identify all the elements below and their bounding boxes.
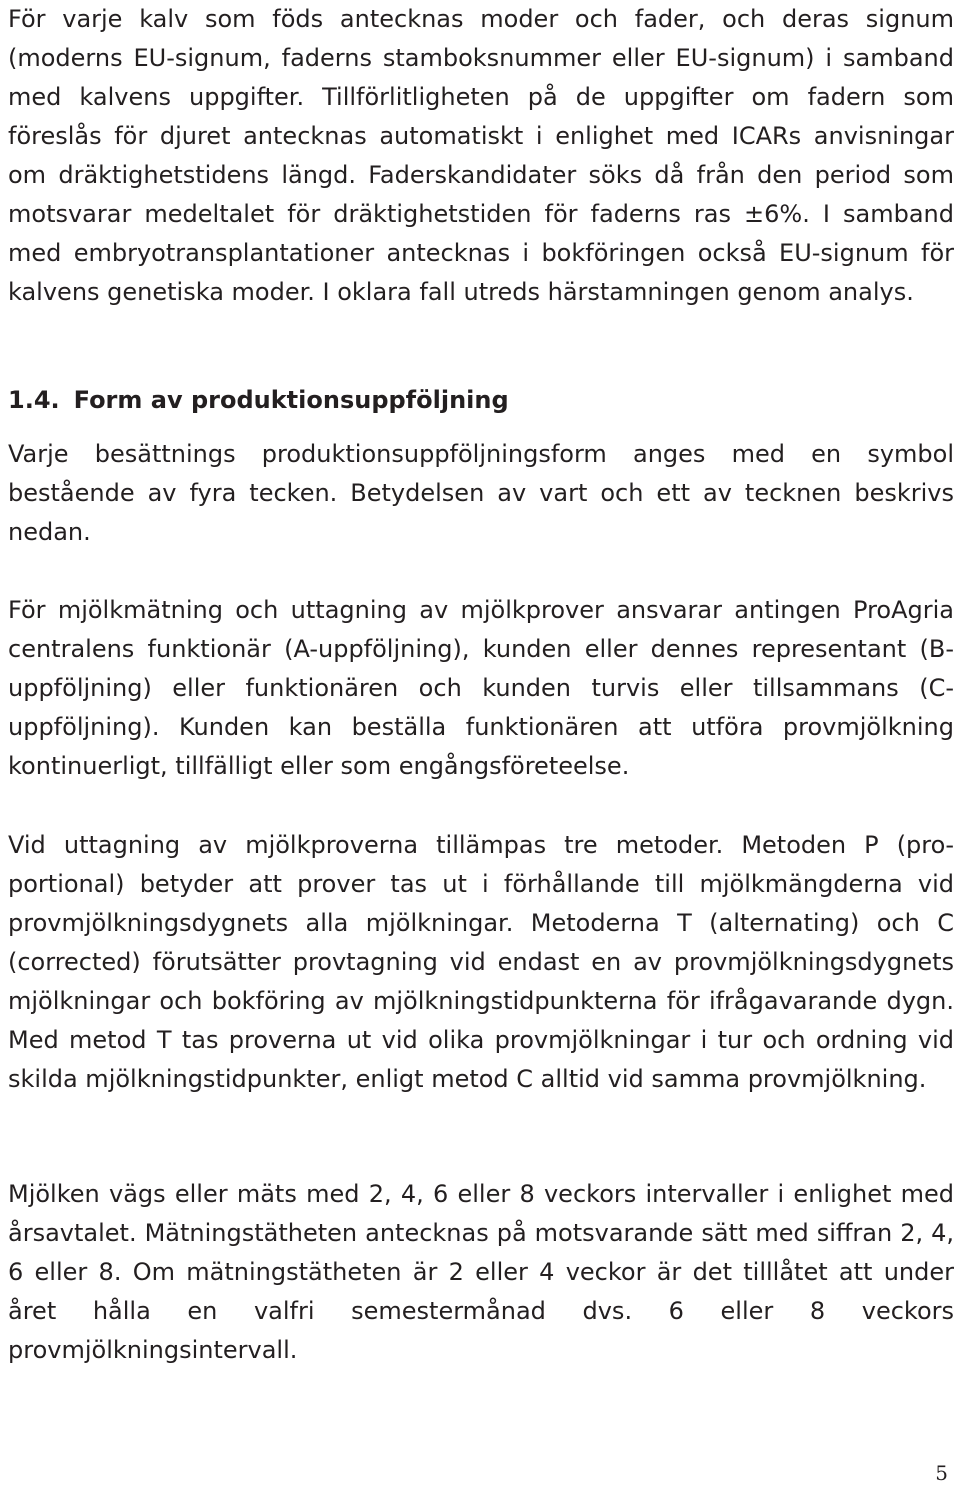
section-heading <box>8 381 509 420</box>
paragraph-form-symbol: Varje besättnings produktionsuppföljningsform anges med en symbol bestående av fyra tecken. Betydelsen av vart och ett av tecknen beskrivs nedan. <box>8 440 954 546</box>
paragraph-parentage: För varje kalv som föds antecknas moder och fader, och deras signum (moderns EU-signum, faderns stamboksnummer eller EU-signum) i samband med kalvens uppgifter. Tillförlitligheten på de uppgifter om fadern som föreslås för djuret antecknas automatiskt i enlighet med ICARs anvisningar om dräktighetstidens längd. Faderskandidater söks då från den period som motsvarar medeltalet för dräktighetstiden för faderns ras ±6%. I samband med embryotransplantationer antecknas i bokföringen också EU-signum för kalvens genetiska moder. I oklara fall utreds härstamningen genom analys. <box>8 5 954 306</box>
paragraph-measurement-interval: Mjölken vägs eller mäts med 2, 4, 6 eller 8 veckors intervaller i enlighet med årsavtalet. Mätningstätheten antecknas på motsvarande sätt med siffran 2, 4, 6 eller 8. Om mätningstätheten är 2 eller 4 veckor är det tilllåtet att under året hålla en valfri semestermånad dvs. 6 eller 8 veckors provmjölkningsintervall. <box>8 1180 954 1364</box>
section-title: Form av produktionsuppföljning <box>73 386 509 414</box>
paragraph-milk-measurement: För mjölkmätning och uttagning av mjölkprover ansvarar antingen ProAgria centralens funktionär (A-uppföljning), kunden eller dennes representant (B-uppföljning) eller funktionären och kunden turvis eller tillsammans (C-uppföljning). Kunden kan beställa funktionären att utföra provmjölkning kontinuerligt, tillfälligt eller som engångsföreteelse. <box>8 596 954 780</box>
section-number: 1.4. <box>8 386 60 414</box>
paragraph-sampling-methods: Vid uttagning av mjölkproverna tillämpas tre metoder. Metoden P (proportional) betyder att prover tas ut i förhållande till mjölkmängderna vid provmjölkningsdygnets alla mjölkningar. Metoderna T (alternating) och C (corrected) förutsätter provtagning vid endast en av provmjölkningsdygnets mjölkningar och bokföring av mjölkningstidpunkterna för ifrågavarande dygn. Med metod T tas proverna ut vid olika provmjölkningar i tur och ordning vid skilda mjölkningstidpunkter, enligt metod C alltid vid samma provmjölkning. <box>8 831 954 1093</box>
page-number: 5 <box>935 1461 948 1485</box>
